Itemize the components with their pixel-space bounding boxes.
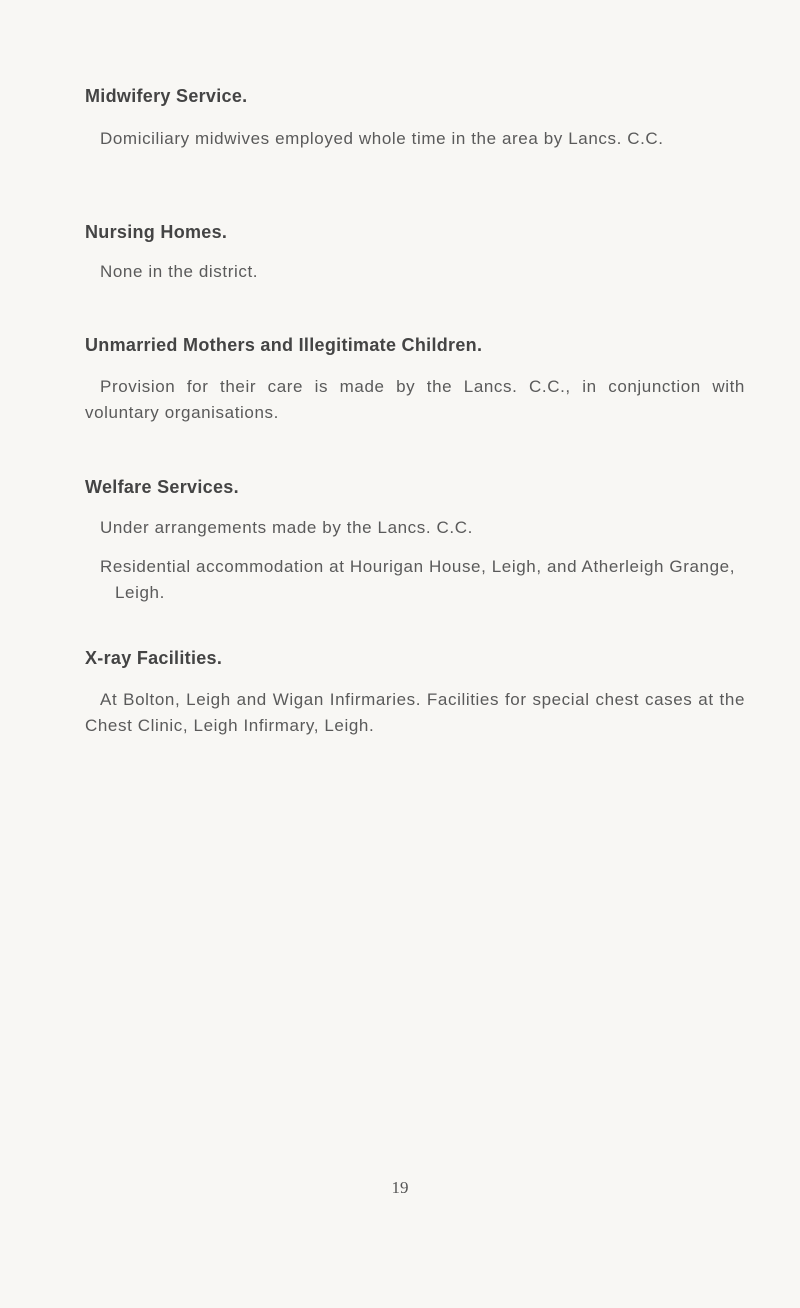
paragraph: Under arrangements made by the Lancs. C.C.	[100, 518, 473, 537]
section-heading: Nursing Homes.	[85, 222, 228, 242]
paragraph: None in the district.	[100, 262, 259, 281]
paragraph: At Bolton, Leigh and Wigan Infirmaries. Facilities for special chest cases at the Chest Clinic, Leigh Infirmary, Leigh.	[85, 690, 745, 735]
section-heading: X-ray Facilities.	[85, 648, 223, 668]
paragraph: Domiciliary midwives employed whole time in the area by Lancs. C.C.	[100, 129, 664, 148]
paragraph: Residential accommodation at Hourigan House, Leigh, and Atherleigh Grange, Leigh.	[100, 557, 736, 602]
section-nursing-homes	[85, 222, 745, 285]
section-unmarried-mothers	[85, 335, 745, 426]
section-heading: Midwifery Service.	[85, 86, 248, 106]
page-number: 19	[391, 1178, 409, 1197]
section-midwifery-service	[85, 86, 745, 152]
section-xray-facilities	[85, 648, 745, 739]
section-heading: Welfare Services.	[85, 477, 239, 497]
section-welfare-services	[85, 477, 745, 606]
section-heading: Unmarried Mothers and Illegitimate Children.	[85, 335, 483, 355]
paragraph: Provision for their care is made by the Lancs. C.C., in conjunction with voluntary organisations.	[85, 377, 745, 422]
